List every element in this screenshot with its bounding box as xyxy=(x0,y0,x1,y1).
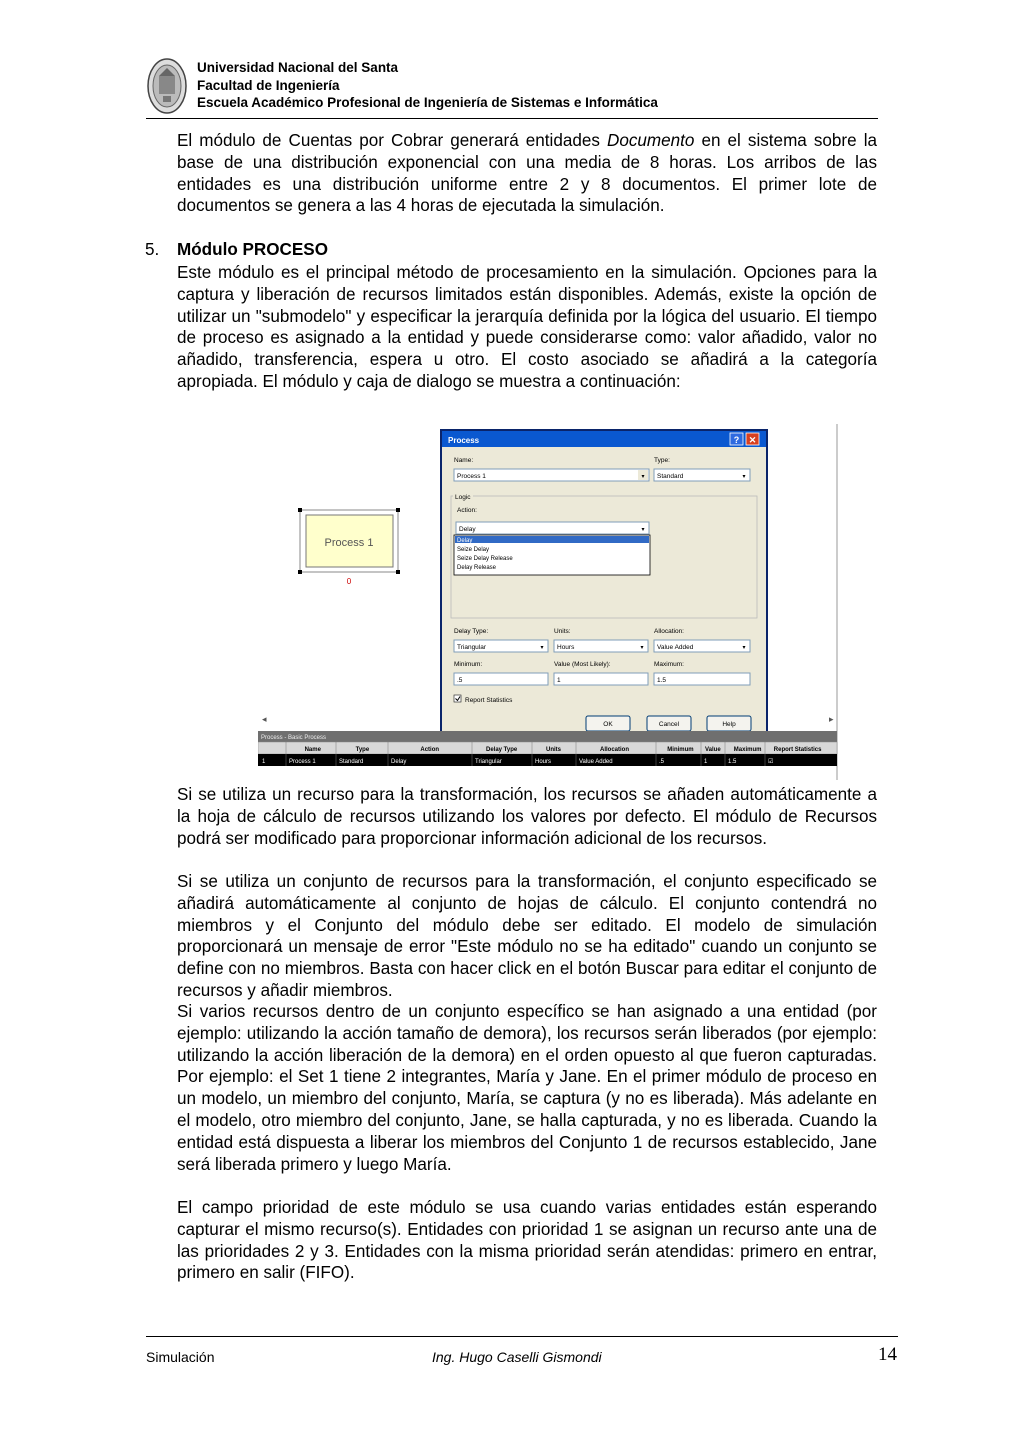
ok-button-label: OK xyxy=(603,721,613,728)
spreadsheet-cell[interactable]: .5 xyxy=(659,759,665,765)
spreadsheet-cell[interactable]: 1.5 xyxy=(728,759,737,765)
action-options-list[interactable] xyxy=(454,535,650,575)
action-label: Action: xyxy=(457,507,477,514)
spreadsheet-column-header: Value xyxy=(705,747,721,753)
spreadsheet-cell[interactable]: Process 1 xyxy=(289,759,316,765)
page-number: 14 xyxy=(878,1344,897,1365)
spreadsheet-cell[interactable]: ☑ xyxy=(768,759,774,765)
footer-author: Ing. Hugo Caselli Gismondi xyxy=(432,1349,602,1365)
action-value: Delay xyxy=(459,526,476,533)
most-likely-input[interactable] xyxy=(554,673,648,685)
spreadsheet-cell[interactable]: Standard xyxy=(339,759,364,765)
spreadsheet-cell[interactable]: Value Added xyxy=(579,759,613,765)
svg-text:▾: ▾ xyxy=(640,645,644,651)
cancel-button-label: Cancel xyxy=(658,721,680,728)
svg-text:▾: ▾ xyxy=(641,474,645,480)
footer-course: Simulación xyxy=(146,1349,215,1365)
action-option[interactable]: Seize Delay xyxy=(457,547,490,553)
action-option[interactable]: Seize Delay Release xyxy=(457,556,513,562)
intro-text-start: El módulo de Cuentas por Cobrar generará entidades xyxy=(177,131,607,150)
most-likely-value: 1 xyxy=(557,677,561,684)
svg-text:▾: ▾ xyxy=(641,527,645,533)
institution-header xyxy=(197,59,658,112)
svg-text:▾: ▾ xyxy=(742,645,746,651)
type-label: Type: xyxy=(654,457,670,464)
units-value: Hours xyxy=(557,644,575,651)
name-label: Name: xyxy=(454,457,474,464)
spreadsheet-title: Process - Basic Process xyxy=(261,735,327,741)
svg-text:▾: ▾ xyxy=(742,474,746,480)
spreadsheet-column-header: Type xyxy=(355,747,370,753)
intro-text-end: en el sistema sobre la base de una distribución exponencial con una media de 8 horas. Los arribos de las entidades es una distribución uniforme entre 2 y 8 documentos. El primer lote de documentos se genera a las 4 horas de ejecutada la simulación. xyxy=(177,131,878,216)
university-seal-logo xyxy=(146,56,188,116)
action-select[interactable] xyxy=(456,522,649,534)
allocation-value: Value Added xyxy=(657,644,694,651)
action-option[interactable]: Delay Release xyxy=(457,565,497,571)
dialog-title: Process xyxy=(448,436,480,445)
spreadsheet-column-header: Action xyxy=(420,747,440,753)
name-value: Process 1 xyxy=(457,473,486,480)
spreadsheet-cell[interactable]: 1 xyxy=(704,759,708,765)
section-number: 5. xyxy=(145,240,160,259)
section-heading xyxy=(145,239,328,261)
spreadsheet-column-header: Delay Type xyxy=(486,747,518,753)
maximum-label: Maximum: xyxy=(654,661,684,668)
intro-paragraph xyxy=(177,130,877,217)
help-button-label: Help xyxy=(722,721,736,728)
maximum-value: 1.5 xyxy=(657,677,667,684)
scroll-right-arrow[interactable]: ▸ xyxy=(829,714,834,724)
svg-text:✕: ✕ xyxy=(748,435,757,445)
maximum-input[interactable] xyxy=(654,673,750,685)
report-statistics-label: Report Statistics xyxy=(465,697,513,704)
process-module-counter: 0 xyxy=(346,577,352,586)
body-paragraph-resources: Si se utiliza un recurso para la transformación, los recursos se añaden automáticamente a la hoja de cálculo de recursos utilizando los valores por defecto. El módulo de Recursos podrá ser modificado para proporcionar información adicional de los recursos. xyxy=(177,785,877,848)
process-spreadsheet xyxy=(258,731,837,766)
minimum-value: .5 xyxy=(457,677,463,684)
school-name: Escuela Académico Profesional de Ingeniería de Sistemas e Informática xyxy=(197,95,658,110)
delay-type-label: Delay Type: xyxy=(454,628,489,635)
spreadsheet-cell[interactable]: Delay xyxy=(391,759,407,765)
spreadsheet-column-header: Minimum xyxy=(667,747,694,753)
intro-emphasis: Documento xyxy=(606,131,695,150)
svg-text:?: ? xyxy=(733,435,740,445)
body-paragraph-release-order: Si varios recursos dentro de un conjunto específico se han asignado a una entidad (por ejemplo: utilizando la acción tamaño de demora), los recursos serán liberados (por ejemplo: utilizando la acción liberación de la demora) en el orden opuesto al que fueron capturadas. Por ejemplo: el Set 1 tiene 2 integrantes, María y Jane. En el primer módulo de proceso en un modelo, un miembro del conjunto, María, se captura (y no es liberada). Más adelante en el modelo, otro miembro del conjunto, Jane, se halla capturada, y no es liberada. Cuando la entidad está dispuesta a liberar los miembros del Conjunto 1 de recursos establecido, Jane será liberada primero y luego María. xyxy=(177,1002,877,1174)
body-paragraph-priority: El campo prioridad de este módulo se usa cuando varias entidades están esperando capturar el mismo recurso(s). Entidades con prioridad 1 se asignan un recurso ante una de las prioridades 2 y 3. Entidades con la misma prioridad serán atendidas: primero en entrar, primero en salir (FIFO). xyxy=(177,1198,877,1283)
footer-rule xyxy=(146,1336,898,1337)
spreadsheet-column-header: Maximum xyxy=(733,747,762,753)
allocation-label: Allocation: xyxy=(654,628,684,635)
scroll-left-arrow[interactable]: ◂ xyxy=(262,714,267,724)
spreadsheet-column-header: Report Statistics xyxy=(773,747,822,753)
spreadsheet-cell[interactable]: Triangular xyxy=(475,759,502,765)
header-rule xyxy=(146,118,878,119)
spreadsheet-cell[interactable]: Hours xyxy=(535,759,552,765)
spreadsheet-row-number: 1 xyxy=(262,759,266,765)
process-module-label: Process 1 xyxy=(324,537,374,549)
units-label: Units: xyxy=(554,628,571,635)
process-module-block xyxy=(298,508,400,586)
most-likely-label: Value (Most Likely): xyxy=(554,661,611,668)
process-dialog-screenshot xyxy=(258,424,842,780)
university-name: Universidad Nacional del Santa xyxy=(197,60,399,75)
body-paragraph-sets: Si se utiliza un conjunto de recursos para la transformación, el conjunto especificado se añadirá automáticamente al conjunto de hojas de cálculo. El conjunto contendrá no miembros y el Conjunto del módulo debe ser editado. El modelo de simulación proporcionará un mensaje de error "Este módulo no se ha editado" cuando un conjunto se define con no miembros. Basta con hacer click en el botón Buscar para editar el conjunto de recursos y añadir miembros. xyxy=(177,872,877,1000)
spreadsheet-column-header: Allocation xyxy=(600,747,630,753)
delay-type-value: Triangular xyxy=(457,644,487,651)
type-value: Standard xyxy=(657,473,684,480)
section-paragraph: Este módulo es el principal método de procesamiento en la simulación. Opciones para la captura y liberación de recursos limitados están disponibles. Además, existe la opción de utilizar un "submodelo" y especificar la jerarquía definida por la lógica del usuario. El tiempo de proceso es asignado a la entidad y puede considerarse como: valor añadido, valor no añadido, transferencia, espera u otro. El costo asociado se añadirá a la categoría apropiada. El módulo y caja de dialogo se muestra a continuación: xyxy=(177,263,877,391)
spreadsheet-column-header: Units xyxy=(546,747,561,753)
spreadsheet-column-header: Name xyxy=(304,747,321,753)
logic-label: Logic xyxy=(455,494,471,501)
faculty-name: Facultad de Ingeniería xyxy=(197,77,340,93)
action-option[interactable]: Delay xyxy=(457,538,473,544)
process-dialog-window xyxy=(441,430,767,740)
svg-text:▾: ▾ xyxy=(540,645,544,651)
minimum-label: Minimum: xyxy=(454,661,483,668)
section-title: Módulo PROCESO xyxy=(177,240,328,259)
minimum-input[interactable] xyxy=(454,673,548,685)
